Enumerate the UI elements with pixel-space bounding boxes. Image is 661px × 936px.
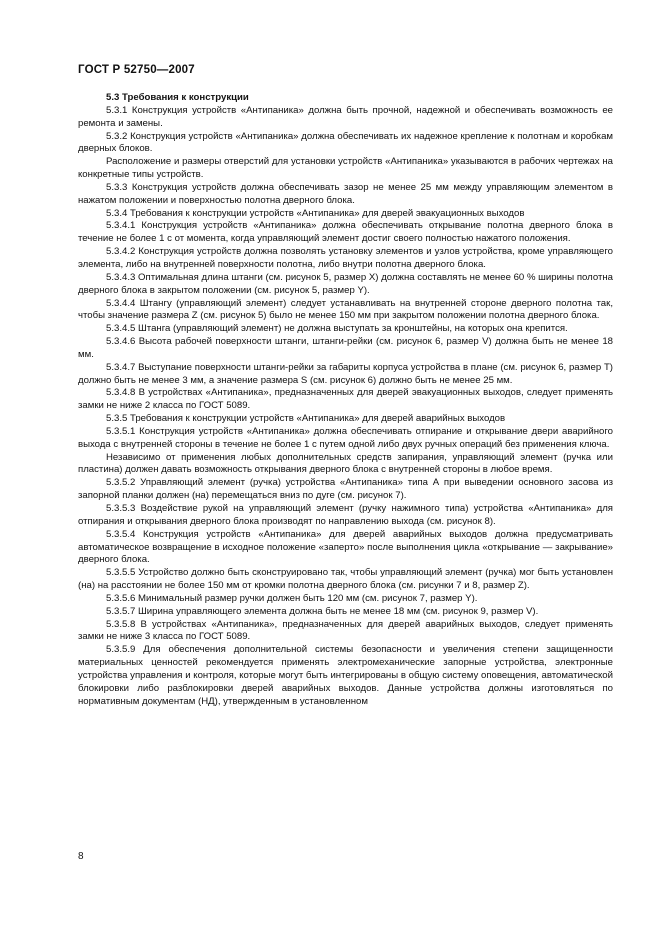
paragraph: 5.3.5 Требования к конструкции устройств «Антипаника» для дверей аварийных выходов (106, 413, 506, 425)
paragraph: 5.3.2 Конструкция устройств «Антипаника» должна обеспечивать их надежное крепление к полотнам и коробкам дверных блоков. (78, 130, 613, 155)
paragraph: 5.3.4.5 Штанга (управляющий элемент) не должна выступать за кронштейны, на которых она крепится. (106, 323, 568, 335)
paragraph: 5.3.5.3 Воздействие рукой на управляющий элемент (ручку нажимного типа) устройства «Антипаника» для отпирания и открывания дверного блока производят по направлению выхода (см. рисунок 8). (78, 503, 613, 527)
paragraph: 5.3.4.3 Оптимальная длина штанги (см. рисунок 5, размер X) должна составлять не менее 60 % ширины полотна дверного блока в закрытом положении (см. рисунок 5, размер Y). (78, 271, 613, 296)
paragraph: 5.3.4.7 Выступание поверхности штанги-рейки за габариты корпуса устройства в плане (см. рисунок 6, размер T) должно быть не менее 3 мм, а значение размера S (см. рисунок 6) должно быть не менее 25 мм. (78, 361, 613, 386)
paragraph: 5.3.4.4 Штангу (управляющий элемент) следует устанавливать на внутренней стороне дверного полотна так, чтобы значение размера Z (см. рисунок 5) было не менее 150 мм при закрытом положении полотна дверного блока. (78, 297, 613, 322)
paragraph: 5.3.5.1 Конструкция устройств «Антипаника» должна обеспечивать отпирание и открывание двери аварийного выхода с внутренней стороны в течение не более 1 с путем одной либо двух ручных операций без применения ключа. (78, 425, 613, 450)
paragraph: Независимо от применения любых дополнительных средств запирания, управляющий элемент (ручка или пластина) должен давать возможность открывания дверного блока с внутренней стороны в любое время. (78, 451, 613, 476)
paragraph: 5.3.4 Требования к конструкции устройств «Антипаника» для дверей эвакуационных выходов (106, 207, 525, 219)
page-number: 8 (78, 851, 84, 862)
paragraph: 5.3.5.8 В устройствах «Антипаника», предназначенных для дверей аварийных выходов, следует применять замки не ниже 3 класса по ГОСТ 5089. (78, 618, 613, 643)
paragraph: 5.3.3 Конструкция устройств должна обеспечивать зазор не менее 25 мм между управляющим элементом в нажатом положении и поверхностью полотна дверного блока. (78, 181, 613, 206)
paragraph: 5.3.5.4 Конструкция устройств «Антипаника» для дверей аварийных выходов должна предусматривать автоматическое возвращение в исходное положение «заперто» после выполнения цикла «открывание — закрывание» дверного блока. (78, 528, 613, 566)
paragraph: Расположение и размеры отверстий для установки устройств «Антипаника» указываются в рабочих чертежах на конкретные типы устройств. (78, 156, 613, 181)
paragraph: 5.3.4.8 В устройствах «Антипаника», предназначенных для дверей эвакуационных выходов, следует применять замки не ниже 2 класса по ГОСТ 5089. (78, 387, 613, 412)
document-body (78, 92, 613, 709)
paragraph: 5.3.5.6 Минимальный размер ручки должен быть 120 мм (см. рисунок 7, размер Y). (106, 592, 478, 604)
section-title: 5.3 Требования к конструкции (106, 92, 249, 103)
paragraph: 5.3.4.2 Конструкция устройств должна позволять установку элементов и узлов устройства, кроме управляющего элемента, либо на внутренней поверхности полотна, либо внутри полотна дверного блока. (78, 246, 613, 270)
document-header: ГОСТ Р 52750—2007 (78, 64, 195, 76)
paragraph: 5.3.5.2 Управляющий элемент (ручка) устройства «Антипаника» типа А при выведении основного засова из запорной планки должен (на) перемещаться вниз по дуге (см. рисунок 7). (78, 477, 613, 502)
paragraph: 5.3.1 Конструкция устройств «Антипаника» должна быть прочной, надежной и обеспечивать возможность ее ремонта и замены. (78, 104, 613, 129)
paragraph: 5.3.5.5 Устройство должно быть сконструировано так, чтобы управляющий элемент (ручка) мог быть установлен (на) на расстоянии не более 150 мм от кромки полотна дверного блока (см. рисунки 7 и 8, размер Z). (78, 567, 613, 592)
paragraph: 5.3.4.1 Конструкция устройств «Антипаника» должна обеспечивать открывание полотна дверного блока в течение не более 1 с от момента, когда управляющий элемент достиг своего полностью нажатого положения. (78, 220, 613, 245)
paragraph-list (78, 105, 613, 709)
paragraph: 5.3.5.7 Ширина управляющего элемента должна быть не менее 18 мм (см. рисунок 9, размер V). (106, 605, 539, 617)
paragraph: 5.3.4.6 Высота рабочей поверхности штанги, штанги-рейки (см. рисунок 6, размер V) должна быть не менее 18 мм. (78, 336, 613, 360)
paragraph: 5.3.5.9 Для обеспечения дополнительной системы безопасности и увеличения степени защищенности материальных ценностей рекомендуется применять электромеханические запорные устройства, электронные устройства управления и контроля, которые могут быть интегрированы в общую систему оповещения, автоматической блокировки либо разблокировки дверей аварийных выходов. Данные устройства должны изготовляться по нормативным документам (НД), утвержденным в установленном (78, 644, 613, 707)
